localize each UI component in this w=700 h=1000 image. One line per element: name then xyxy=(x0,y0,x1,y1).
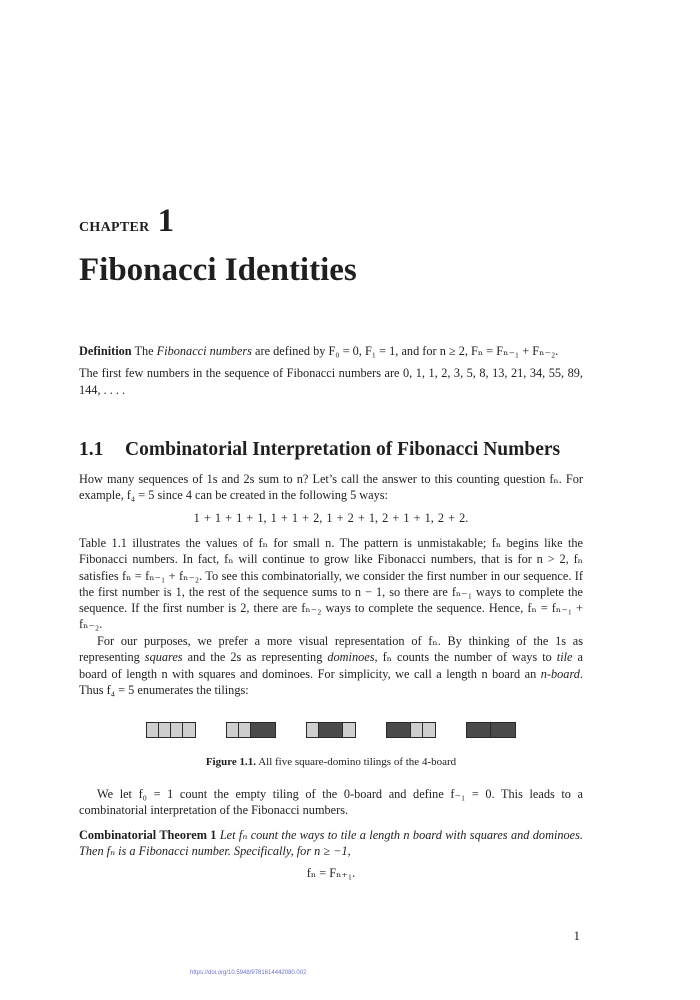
domino-tile xyxy=(251,723,275,737)
square-tile xyxy=(423,723,435,737)
theorem-block xyxy=(79,827,583,860)
square-tile xyxy=(411,723,423,737)
section-title: Combinatorial Interpretation of Fibonacci Numbers xyxy=(125,439,561,460)
square-tile xyxy=(183,723,195,737)
square-tile xyxy=(343,723,355,737)
display-equation-sums: 1 + 1 + 1 + 1, 1 + 1 + 2, 1 + 2 + 1, 2 + 1 + 1, 2 + 2. xyxy=(193,511,469,525)
chapter-heading xyxy=(79,203,174,240)
section-number: 1.1 xyxy=(79,439,104,460)
doi-link[interactable]: https://doi.org/10.5948/9781614442080.002 xyxy=(190,970,307,976)
term-dominoes: dominoes xyxy=(327,650,375,665)
figure-tilings xyxy=(79,722,583,740)
p3-text-e: . Thus f₄ = 5 enumerates the tilings: xyxy=(79,666,583,697)
square-tile xyxy=(159,723,171,737)
square-tile xyxy=(239,723,251,737)
definition-label: Definition xyxy=(79,344,132,358)
body-paragraph-2: Table 1.1 illustrates the values of fₙ for small n. The pattern is unmistakable; fₙ begins like the Fibonacci numbers. In fact, fₙ will continue to grow like Fibonacci numbers, that is for n > 2, fₙ satisfies fₙ = fₙ₋₁ + fₙ₋₂. To see this combinatorially, we consider the first number in our sequence. If the first number is 1, the rest of the sequence sums to n − 1, so there are fₙ₋₁ ways to complete the sequence. If the first number is 2, there are fₙ₋₂ ways to complete the sequence. Hence, fₙ = fₙ₋₁ + fₙ₋₂. xyxy=(79,536,583,632)
tiling-1 xyxy=(146,722,196,738)
domino-tile xyxy=(387,723,411,737)
theorem-text: Let fₙ count the ways to tile a length n board with squares and dominoes. Then fₙ is a Fibonacci number. Specifically, for n ≥ −1, xyxy=(79,828,583,859)
definition-text-a: The xyxy=(134,344,157,358)
term-n-board: n-board xyxy=(540,666,580,681)
theorem-display-equation: fₙ = Fₙ₊₁. xyxy=(306,866,356,880)
figure-caption-text: All five square-domino tilings of the 4-board xyxy=(256,756,457,768)
term-squares: squares xyxy=(144,650,183,665)
p3-text-c: , fₙ counts the number of ways to xyxy=(374,650,557,665)
p3-text-d: a board of length n with squares and dominoes. For simplicity, we call a length n board an xyxy=(79,650,583,681)
square-tile xyxy=(227,723,239,737)
domino-tile xyxy=(319,723,343,737)
definition-term: Fibonacci numbers xyxy=(156,344,252,358)
chapter-label: CHAPTER xyxy=(79,220,150,235)
square-tile xyxy=(147,723,159,737)
body-paragraph-3 xyxy=(79,633,583,698)
term-tile: tile xyxy=(556,650,573,665)
square-tile xyxy=(307,723,319,737)
theorem-label: Combinatorial Theorem 1 xyxy=(79,828,217,842)
body-paragraph-4: We let f₀ = 1 count the empty tiling of the 0-board and define f₋₁ = 0. This leads to a combinatorial interpretation of the Fibonacci numbers. xyxy=(79,787,583,818)
tiling-3 xyxy=(306,722,356,738)
chapter-number: 1 xyxy=(157,203,175,239)
domino-tile xyxy=(467,723,491,737)
definition-paragraph xyxy=(79,343,583,359)
figure-caption xyxy=(79,756,583,768)
tiling-2 xyxy=(226,722,276,738)
chapter-title: Fibonacci Identities xyxy=(79,252,357,288)
definition-block xyxy=(79,343,583,398)
domino-tile xyxy=(491,723,515,737)
section-heading xyxy=(79,439,560,461)
p3-text-b: and the 2s as representing xyxy=(182,650,328,665)
body-paragraph-1: How many sequences of 1s and 2s sum to n? Let’s call the answer to this counting question fₙ. For example, f₄ = 5 since 4 can be created in the following 5 ways: xyxy=(79,472,583,503)
p3-text-a: For our purposes, we prefer a more visual representation of fₙ. By thinking of the 1s as representing xyxy=(79,634,583,665)
fibonacci-sequence-paragraph: The first few numbers in the sequence of Fibonacci numbers are 0, 1, 1, 2, 3, 5, 8, 13, 21, 34, 55, 89, 144, . . . . xyxy=(79,366,583,397)
figure-label: Figure 1.1. xyxy=(205,756,257,768)
definition-text-b: are defined by F₀ = 0, F₁ = 1, and for n ≥ 2, Fₙ = Fₙ₋₁ + Fₙ₋₂. xyxy=(251,344,559,358)
square-tile xyxy=(171,723,183,737)
tiling-4 xyxy=(386,722,436,738)
page-number: 1 xyxy=(573,928,580,943)
tiling-5 xyxy=(466,722,516,738)
